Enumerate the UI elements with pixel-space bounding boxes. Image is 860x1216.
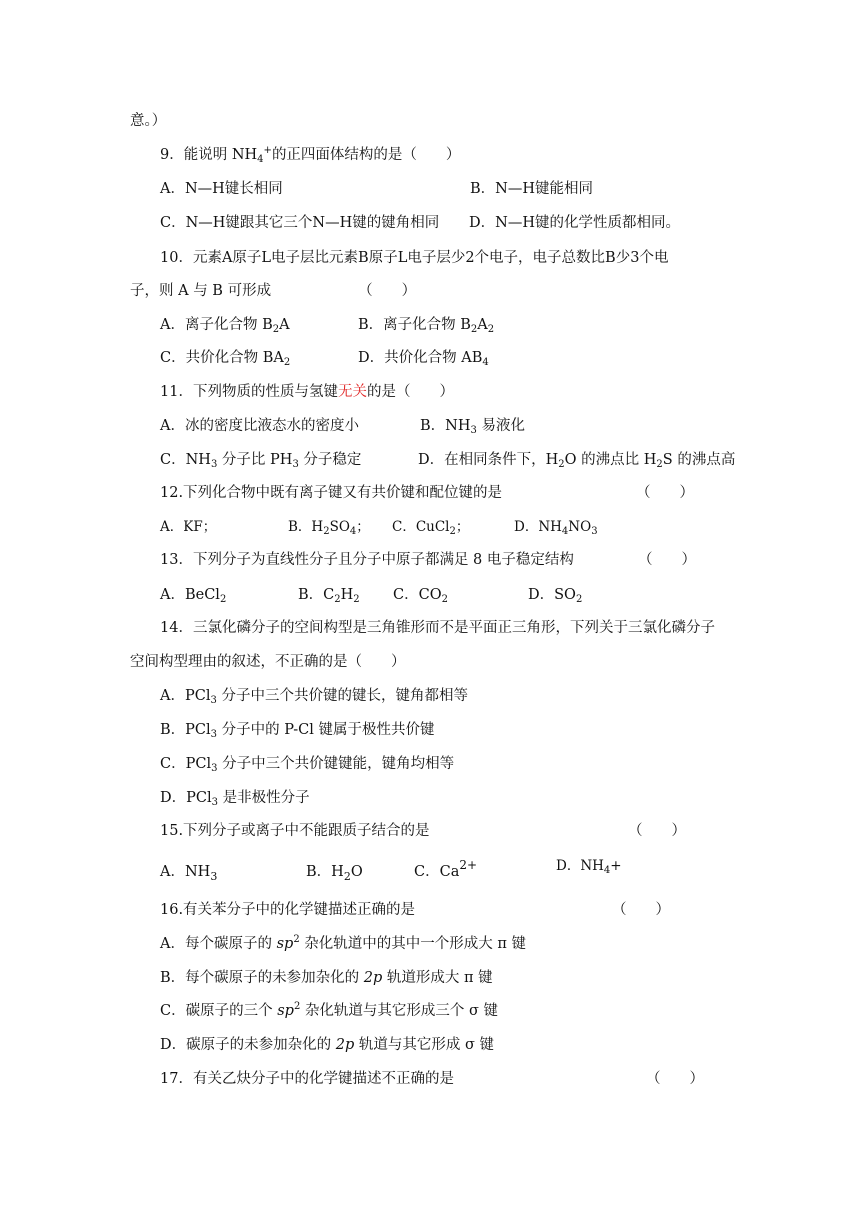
q17-bracket: （ ）: [646, 1071, 704, 1087]
option-11c: C．$NH_3$ 分子比 $PH_3$ 分子稳定: [160, 452, 362, 470]
option-16a: A．每个碳原子的 $sp^2$ 杂化轨道中的其中一个形成大 π 键: [160, 934, 527, 952]
option-13b: B．$C_2H_2$: [298, 587, 360, 605]
option-12b: B．$H_2SO_4$；: [288, 519, 370, 537]
option-11b: B．$NH_3$ 易液化: [420, 418, 525, 436]
option-9b: B．N—H键能相同: [470, 181, 593, 197]
q15-bracket: （ ）: [628, 823, 686, 839]
option-16d: D．碳原子的未参加杂化的 2p 轨道与其它形成 σ 键: [160, 1037, 494, 1053]
option-13a: A．BeCl$_2$: [160, 587, 227, 605]
q12-bracket: （ ）: [636, 485, 694, 501]
option-14a: A．PCl$_3$ 分子中三个共价键的键长，键角都相等: [160, 688, 468, 706]
question-14-line1: 14．三氯化磷分子的空间构型是三角锥形而不是平面正三角形，下列关于三氯化磷分子: [160, 620, 715, 636]
option-14c: C．PCl$_3$ 分子中三个共价键键能，键角均相等: [160, 756, 455, 774]
question-9: 9．能说明 $NH_4^+$的正四面体结构的是（ ）: [160, 145, 461, 165]
option-12c: C．CuCl$_2$；: [392, 519, 470, 537]
option-13d: D．$SO_2$: [528, 587, 583, 605]
option-9a: A．N—H键长相同: [160, 181, 283, 197]
option-9d: D．N—H键的化学性质都相同。: [469, 215, 680, 231]
option-10b: B．离子化合物 $B_2A_2$: [358, 317, 495, 335]
option-14b: B．PCl$_3$ 分子中的 P-Cl 键属于极性共价键: [160, 722, 435, 740]
option-15c: C．$Ca^{2+}$: [414, 858, 478, 880]
option-14d: D．PCl$_3$ 是非极性分子: [160, 790, 310, 808]
option-15b: B．$H_2O$: [306, 864, 363, 883]
option-15d: D．$NH_4+$: [556, 858, 622, 876]
question-10-line1: 10．元素A原子L电子层比元素B原子L电子层少2个电子，电子总数比B少3个电: [160, 250, 669, 266]
option-10d: D．共价化合物 $AB_4$: [358, 350, 489, 368]
option-13c: C．$CO_2$: [393, 587, 448, 605]
question-11: 11．下列物质的性质与氢键无关的是（ ）: [160, 384, 454, 400]
option-15a: A．$NH_3$: [160, 864, 218, 883]
question-13: 13．下列分子为直线性分子且分子中原子都满足 8 电子稳定结构: [160, 552, 574, 568]
q16-bracket: （ ）: [612, 902, 670, 918]
question-14-line2: 空间构型理由的叙述，不正确的是（ ）: [130, 654, 406, 670]
option-11d: D．在相同条件下，$H_2O$ 的沸点比 $H_2S$ 的沸点高: [418, 452, 736, 470]
option-9c: C．N—H键跟其它三个N—H键的键角相同: [160, 215, 440, 231]
option-16b: B．每个碳原子的未参加杂化的 2p 轨道形成大 π 键: [160, 970, 493, 986]
option-10c: C．共价化合物 $BA_2$: [160, 350, 291, 368]
highlight-wuguan: 无关: [337, 384, 367, 400]
question-12: 12.下列化合物中既有离子键又有共价键和配位键的是: [160, 485, 503, 501]
q13-bracket: （ ）: [638, 552, 696, 568]
option-11a: A．冰的密度比液态水的密度小: [160, 418, 359, 434]
option-16c: C．碳原子的三个 $sp^2$ 杂化轨道与其它形成三个 σ 键: [160, 1001, 499, 1019]
text-line: [130, 111, 166, 131]
option-10a: A．离子化合物 $B_2A$: [160, 317, 290, 335]
question-16: 16.有关苯分子中的化学键描述正确的是: [160, 902, 416, 918]
option-12a: A．KF；: [160, 519, 217, 535]
option-12d: D．$NH_4NO_3$: [514, 519, 598, 537]
line-text: 意。）: [130, 113, 167, 129]
question-17: 17．有关乙炔分子中的化学键描述不正确的是: [160, 1071, 454, 1087]
question-15: 15.下列分子或离子中不能跟质子结合的是: [160, 823, 430, 839]
question-10-line2: 子，则 A 与 B 可形成 （ ）: [130, 283, 417, 299]
